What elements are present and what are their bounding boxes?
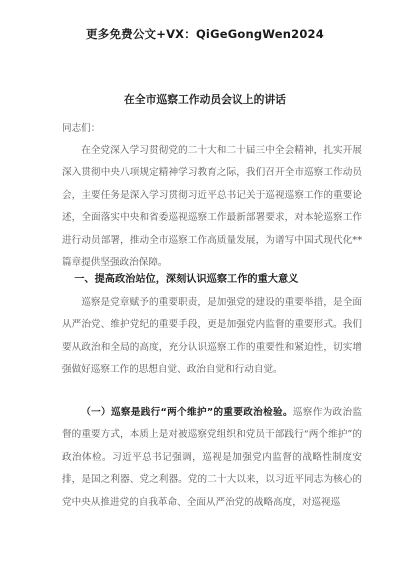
section-heading-1: 一、提高政治站位，深刻认识巡察工作的重大意义 <box>74 274 299 285</box>
document-title: 在全市巡察工作动员会议上的讲话 <box>124 93 286 106</box>
watermark-header: 更多免费公文+VX：QiGeGongWen2024 <box>86 27 324 41</box>
paragraph-3-lead: （一）巡察是践行“两个维护”的重要政治检验。 <box>81 407 293 418</box>
paragraph-3-body: 巡察作为政治监督的重要方式，本质上是对被巡察党组织和党员干部践行“两个维护”的政治体检。习近平总书记强调，巡视是加强党内监督的战略性制度安排，是国之利器、党之利器。党的二十大以来，以习近平同志为核心的党中央从推进党的自我革命、全面从严治党的战略高度，对巡视巡 <box>62 407 362 508</box>
paragraph-2: 巡察是党章赋予的重要职责，是加强党的建设的重要举措，是全面从严治党、维护党纪的重要手段，更是加强党内监督的重要形式。我们要从政治和全局的高度，充分认识巡察工作的重要性和紧迫性，切实增强做好巡察工作的思想自觉、政治自觉和行动自觉。 <box>62 297 362 376</box>
salutation: 同志们： <box>62 123 101 134</box>
paragraph-3 <box>62 402 362 514</box>
paragraph-1: 在全党深入学习贯彻党的二十大和二十届三中全会精神，扎实开展深入贯彻中央八项规定精神学习教育之际，我们召开全市巡察工作动员会，主要任务是深入学习贯彻习近平总书记关于巡视巡察工作的重要论述，全面落实中央和省委巡视巡察工作最新部署要求，对本轮巡察工作进行动员部署，推动全市巡察工作高质量发展，为谱写中国式现代化**篇章提供坚强政治保障。 <box>62 145 362 269</box>
